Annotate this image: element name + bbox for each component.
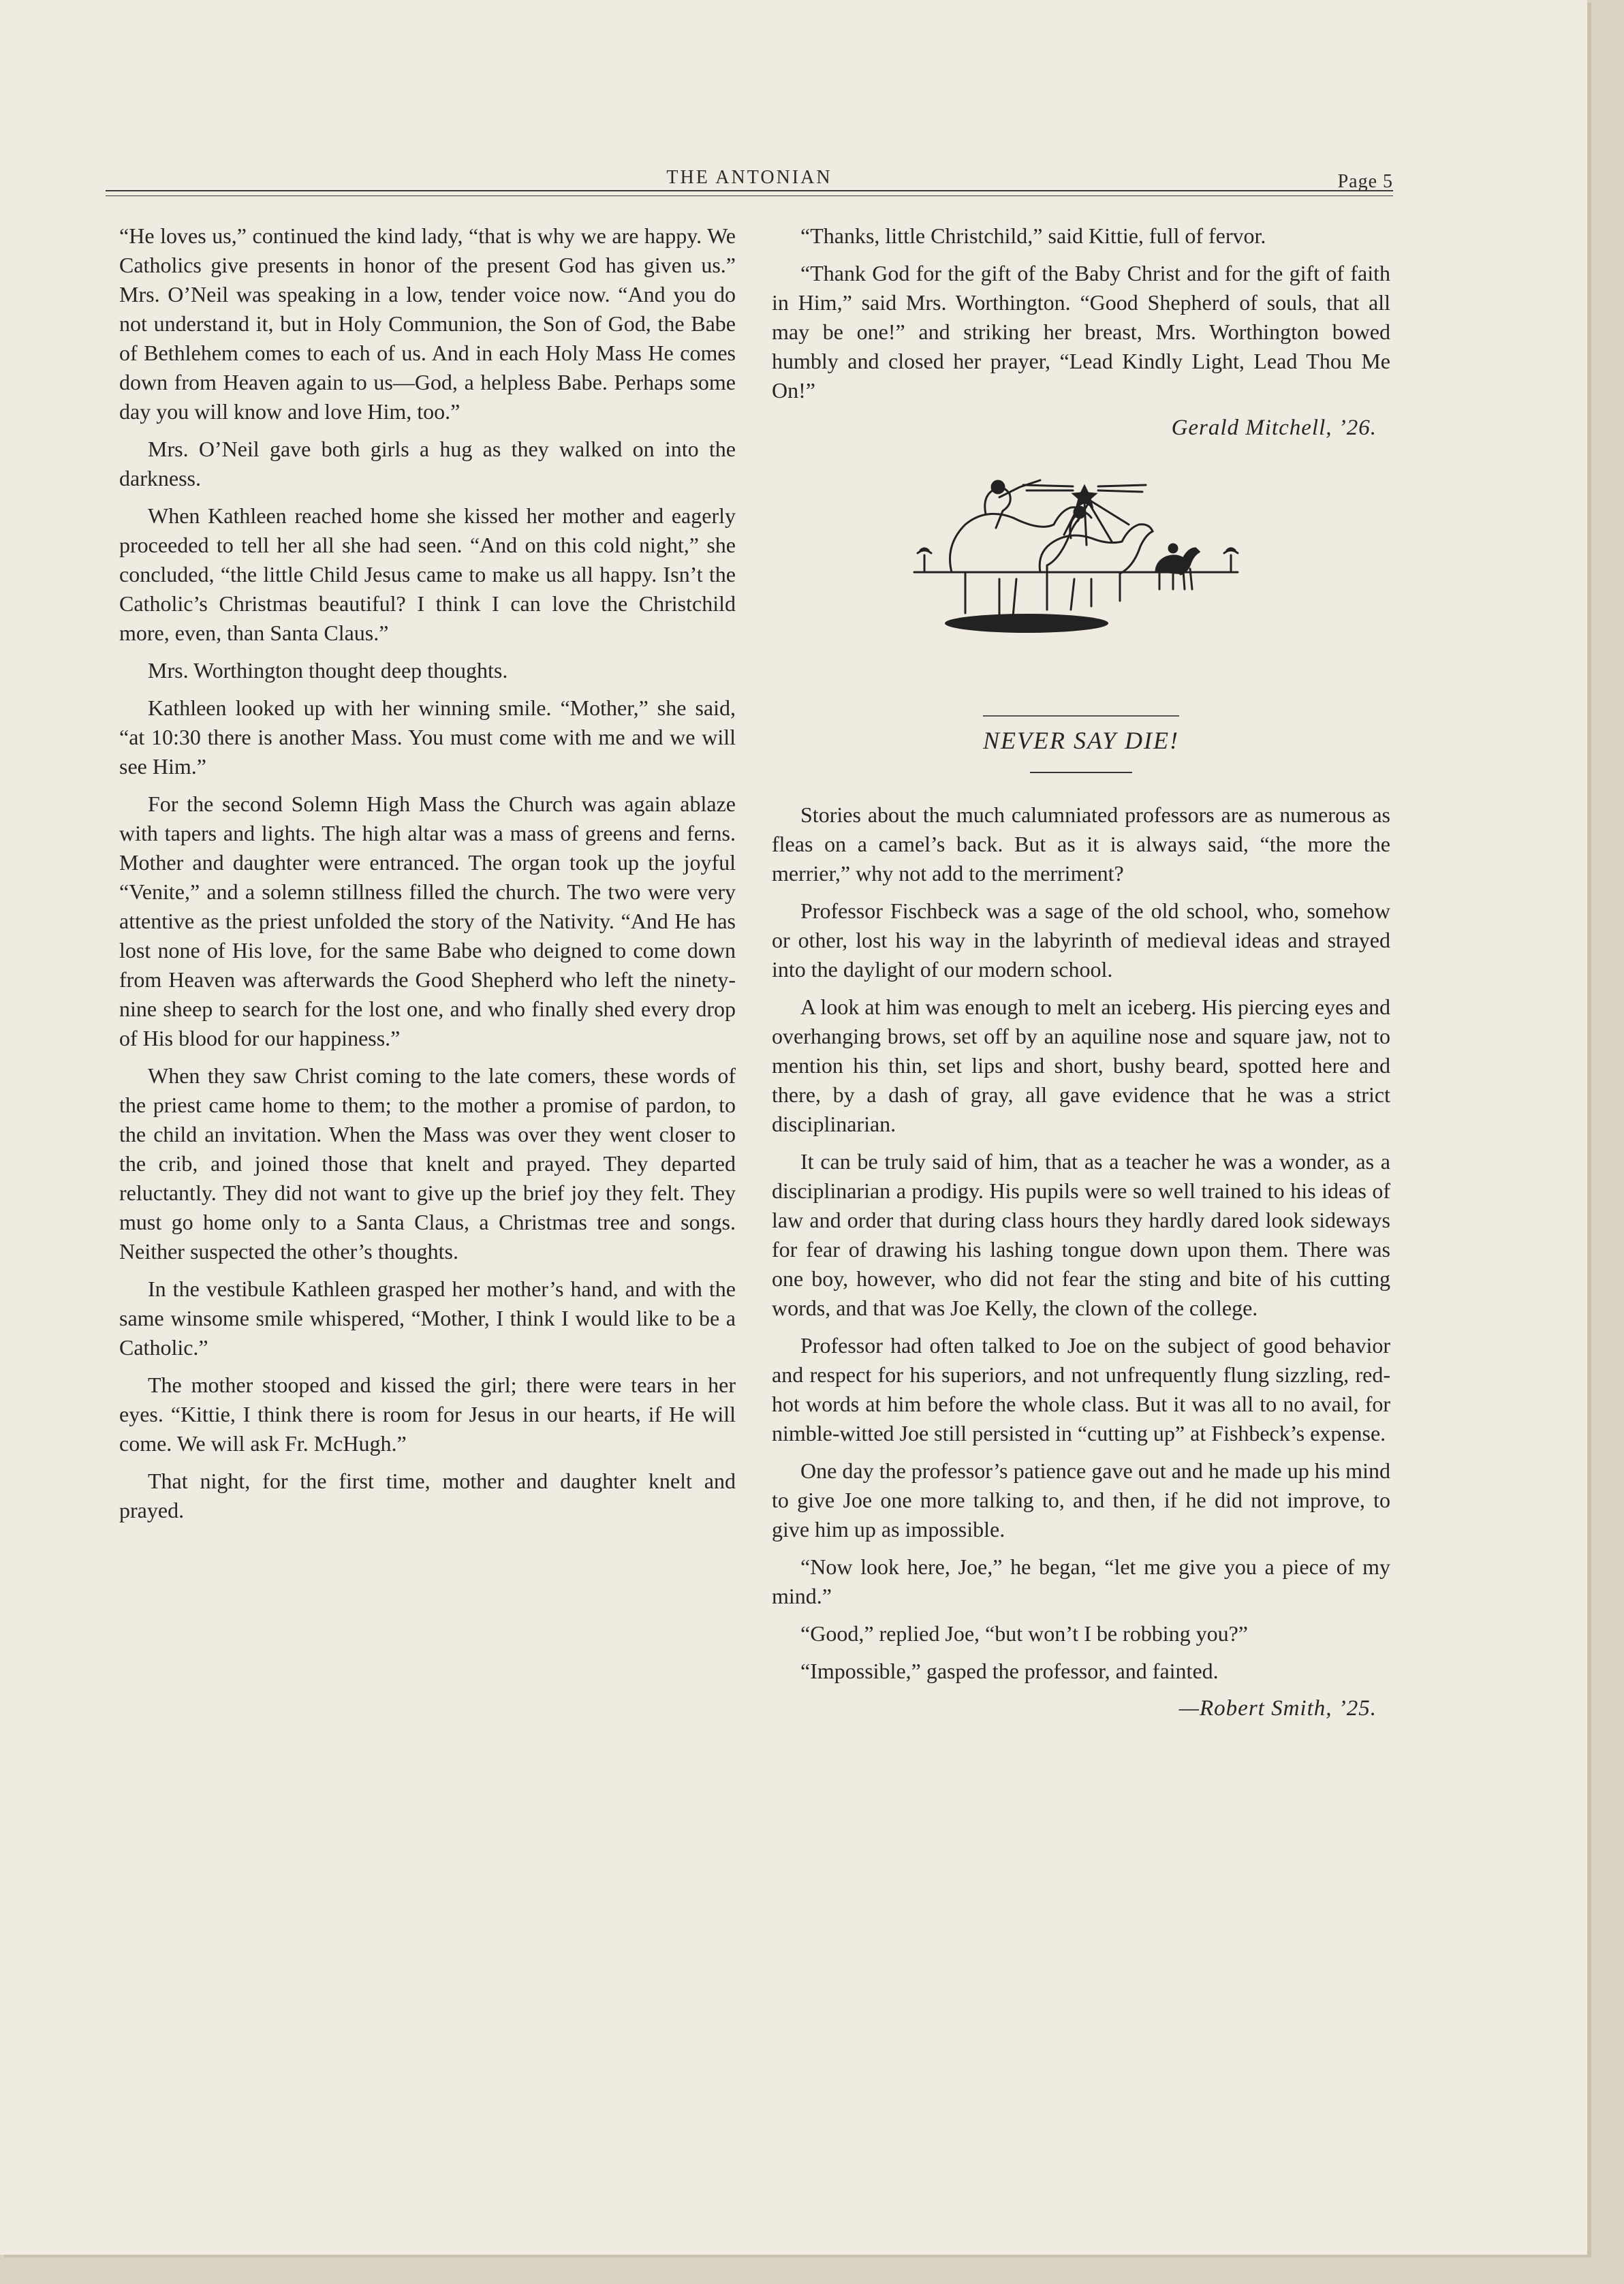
paragraph: “Impossible,” gasped the professor, and fainted.: [800, 1659, 1219, 1683]
wise-men-camels-star-icon: [911, 470, 1251, 668]
paragraph: It can be truly said of him, that as a teacher he was a wonder, as a disciplinarian a prodigy. His pupils were so well trained to his ideas of law and order that during class hours they hardly dared look sideways for fear of drawing his lashing tongue down upon them. There was one boy, however, who did not fear the sting and bite of his cutting words, and that was Joe Kelly, the clown of the college.: [772, 1149, 1390, 1320]
paragraph: Stories about the much calumniated professors are as numerous as fleas on a camel’s back. But as it is always said, “the more the merrier,” why not add to the merriment?: [772, 802, 1390, 886]
paragraph: That night, for the first time, mother and daughter knelt and prayed.: [119, 1469, 736, 1522]
paragraph: A look at him was enough to melt an iceberg. His piercing eyes and overhanging brows, set off by an aquiline nose and square jaw, not to mention his thin, set lips and short, bushy beard, spotted here and there, by a dash of gray, all gave evidence that he was a strict disciplinarian.: [772, 995, 1390, 1136]
paragraph: “Thank God for the gift of the Baby Christ and for the gift of faith in Him,” said Mrs. Worthington. “Good Shepherd of souls, that all may be one!” and striking her breast, Mrs. Worthington bowed humbly and closed her prayer, “Lead Kindly Light, Lead Thou Me On!”: [772, 261, 1390, 403]
paragraph: “Good,” replied Joe, “but won’t I be robbing you?”: [800, 1621, 1248, 1646]
page-number: Page 5: [1337, 171, 1393, 192]
paragraph: The mother stooped and kissed the girl; there were tears in her eyes. “Kittie, I think there is room for Jesus in our hearts, if He will come. We will ask Fr. McHugh.”: [119, 1373, 736, 1456]
paragraph: Professor Fischbeck was a sage of the old school, who, somehow or other, lost his way in the labyrinth of medieval ideas and strayed into the daylight of our modern school.: [772, 898, 1390, 982]
paragraph: “Now look here, Joe,” he began, “let me give you a piece of my mind.”: [772, 1554, 1390, 1608]
paragraph: One day the professor’s patience gave out and he made up his mind to give Joe one more talking to, and then, if he did not improve, to give him up as impossible.: [772, 1458, 1390, 1542]
paragraph: When they saw Christ coming to the late comers, these words of the priest came home to them; to the mother a promise of pardon, to the child an invitation. When the Mass was over they went closer to the crib, and joined those that knelt and prayed. They departed reluctantly. They did not want to give up the brief joy they felt. They must go home only to a Santa Claus, a Christmas tree and songs. Neither suspected the other’s thoughts.: [119, 1063, 736, 1264]
right-column: [772, 221, 1390, 1723]
title-rule: [1030, 772, 1132, 773]
paragraph: Mrs. Worthington thought deep thoughts.: [148, 658, 508, 683]
paragraph: In the vestibule Kathleen grasped her mother’s hand, and with the same winsome smile whispered, “Mother, I think I would like to be a Catholic.”: [119, 1277, 736, 1360]
left-column: [119, 221, 736, 1533]
paragraph: Kathleen looked up with her winning smile. “Mother,” she said, “at 10:30 there is another Mass. You must come with me and we will see Him.”: [119, 695, 736, 779]
page-header: [106, 167, 1393, 201]
paragraph: Mrs. O’Neil gave both girls a hug as they walked on into the darkness.: [119, 437, 736, 490]
paragraph: “He loves us,” continued the kind lady, “that is why we are happy. We Catholics give presents in honor of the present God has given us.” Mrs. O’Neil was speaking in a low, tender voice now. “And you do not understand it, but in Holy Communion, the Son of God, the Babe of Bethlehem comes to each of us. And in each Holy Mass He comes down from Heaven again to us—God, a helpless Babe. Perhaps some day you will know and love Him, too.”: [119, 223, 736, 424]
header-rule: [106, 190, 1393, 191]
paragraph: For the second Solemn High Mass the Church was again ablaze with tapers and lights. The high altar was a mass of greens and ferns. Mother and daughter were entranced. The organ took up the joyful “Venite,” and a solemn stillness filled the church. The two were very attentive as the priest unfolded the story of the Nativity. “And He has lost none of His love, for the same Babe who deigned to come down from Heaven was afterwards the Good Shepherd who left the ninety-nine sheep to search for the lost one, and who finally shed every drop of His blood for our happiness.”: [119, 792, 736, 1050]
author-signature-mitchell: Gerald Mitchell, ’26.: [1171, 416, 1377, 440]
paragraph: When Kathleen reached home she kissed her mother and eagerly proceeded to tell her all she had seen. “And on this cold night,” she concluded, “the little Child Jesus came to make us all happy. Isn’t the Catholic’s Christmas beautiful? I think I can love the Christchild more, even, than Santa Claus.”: [119, 503, 736, 645]
paragraph: Professor had often talked to Joe on the subject of good behavior and respect for his superiors, and not unfrequently flung sizzling, red-hot words at him before the whole class. But it was all to no avail, for nimble-witted Joe still persisted in “cutting up” at Fishbeck’s expense.: [772, 1333, 1390, 1445]
author-signature-smith: —Robert Smith, ’25.: [1178, 1696, 1377, 1721]
story-title: NEVER SAY DIE!: [772, 715, 1390, 755]
header-rule-thin: [106, 195, 1393, 196]
paragraph: “Thanks, little Christchild,” said Kittie, full of fervor.: [800, 223, 1266, 248]
journal-title: THE ANTONIAN: [666, 167, 832, 188]
